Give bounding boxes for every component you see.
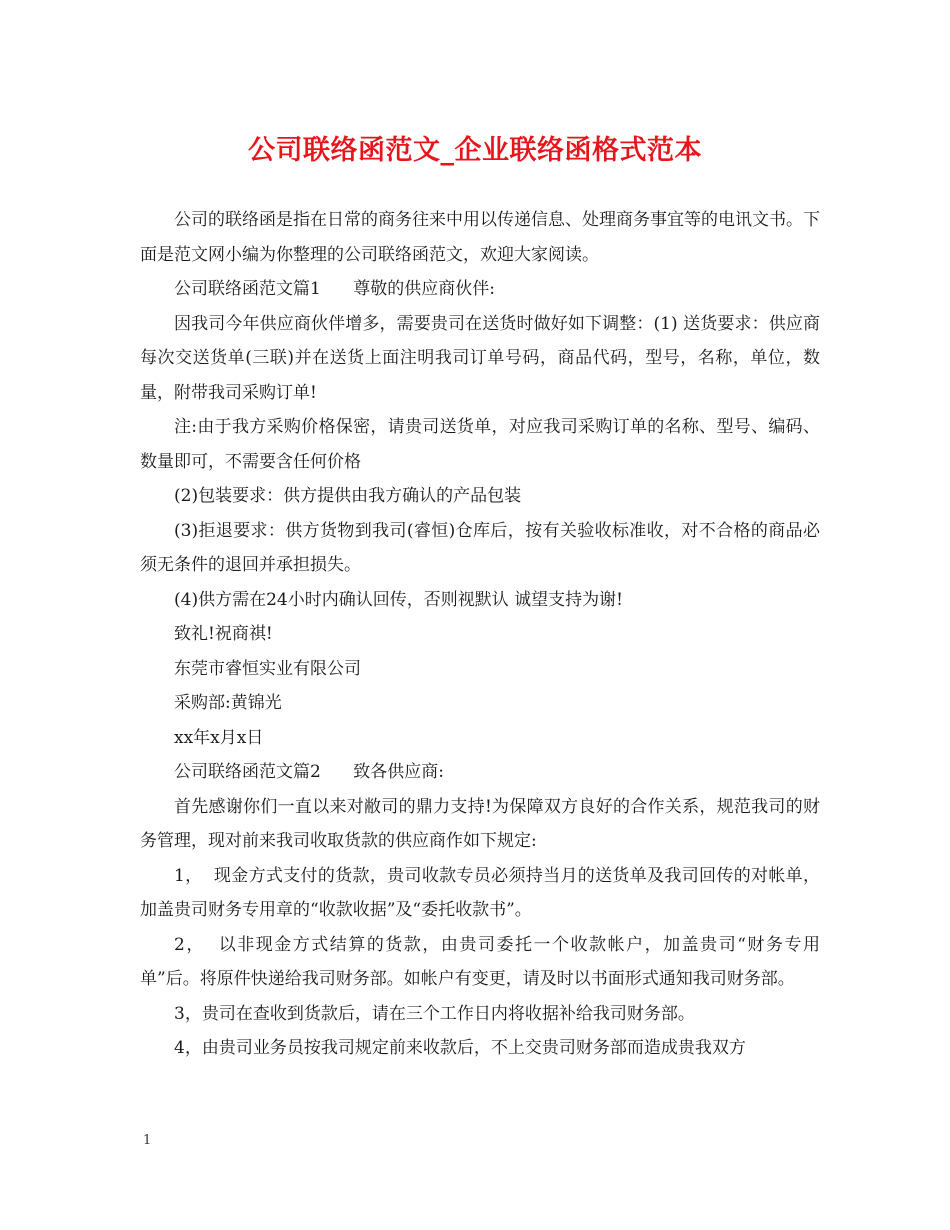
paragraph-rule-2: 2， 以非现金方式结算的货款，由贵司委托一个收款帐户，加盖贵司“财务专用单”后。将原件快递给我司财务部。如帐户有变更，请及时以书面形式通知我司财务部。 bbox=[140, 934, 820, 989]
paragraph-rule-3: 3，贵司在查收到货款后，请在三个工作日内将收据补给我司财务部。 bbox=[174, 1003, 695, 1024]
paragraph-rule-1: 1， 现金方式支付的货款，贵司收款专员必须持当月的送货单及我司回传的对帐单，加盖贵司财务专用章的“收款收据”及“委托收款书”。 bbox=[140, 865, 820, 920]
paragraph-date: xx年x月x日 bbox=[174, 727, 264, 748]
paragraph-salutation: 致礼!祝商祺! bbox=[174, 624, 273, 644]
paragraph-letter1-heading: 公司联络函范文篇1 尊敬的供应商伙伴: bbox=[174, 279, 495, 299]
paragraph-intro: 公司的联络函是指在日常的商务往来中用以传递信息、处理商务事宜等的电讯文书。下面是范文网小编为你整理的公司联络函范文，欢迎大家阅读。 bbox=[140, 210, 820, 265]
document-body bbox=[140, 203, 820, 1066]
paragraph-confirmation: (4)供方需在24小时内确认回传，否则视默认 诚望支持为谢! bbox=[174, 589, 623, 610]
paragraph-rejection: (3)拒退要求：供方货物到我司(睿恒)仓库后，按有关验收标准收，对不合格的商品必须无条件的退回并承担损失。 bbox=[140, 520, 820, 575]
paragraph-delivery-requirements: 因我司今年供应商伙伴增多，需要贵司在送货时做好如下调整：(1) 送货要求：供应商每次交送货单(三联)并在送货上面注明我司订单号码，商品代码，型号，名称，单位，数量，附带我司采购订单! bbox=[140, 313, 820, 403]
paragraph-letter2-heading: 公司联络函范文篇2 致各供应商: bbox=[174, 762, 444, 782]
page-number: 1 bbox=[143, 1133, 152, 1148]
document-title: 公司联络函范文_企业联络函格式范本 bbox=[248, 135, 702, 166]
paragraph-price-note: 注:由于我方采购价格保密，请贵司送货单，对应我司采购订单的名称、型号、编码、数量即可，不需要含任何价格 bbox=[140, 417, 820, 472]
paragraph-letter2-intro: 首先感谢你们一直以来对敝司的鼎力支持!为保障双方良好的合作关系，规范我司的财务管理，现对前来我司收取货款的供应商作如下规定: bbox=[140, 796, 820, 851]
paragraph-company-name: 东莞市睿恒实业有限公司 bbox=[174, 658, 361, 679]
paragraph-department: 采购部:黄锦光 bbox=[174, 693, 282, 713]
paragraph-rule-4: 4，由贵司业务员按我司规定前来收款后，不上交贵司财务部而造成贵我双方 bbox=[174, 1038, 746, 1058]
paragraph-packaging: (2)包装要求：供方提供由我方确认的产品包装 bbox=[174, 486, 522, 506]
